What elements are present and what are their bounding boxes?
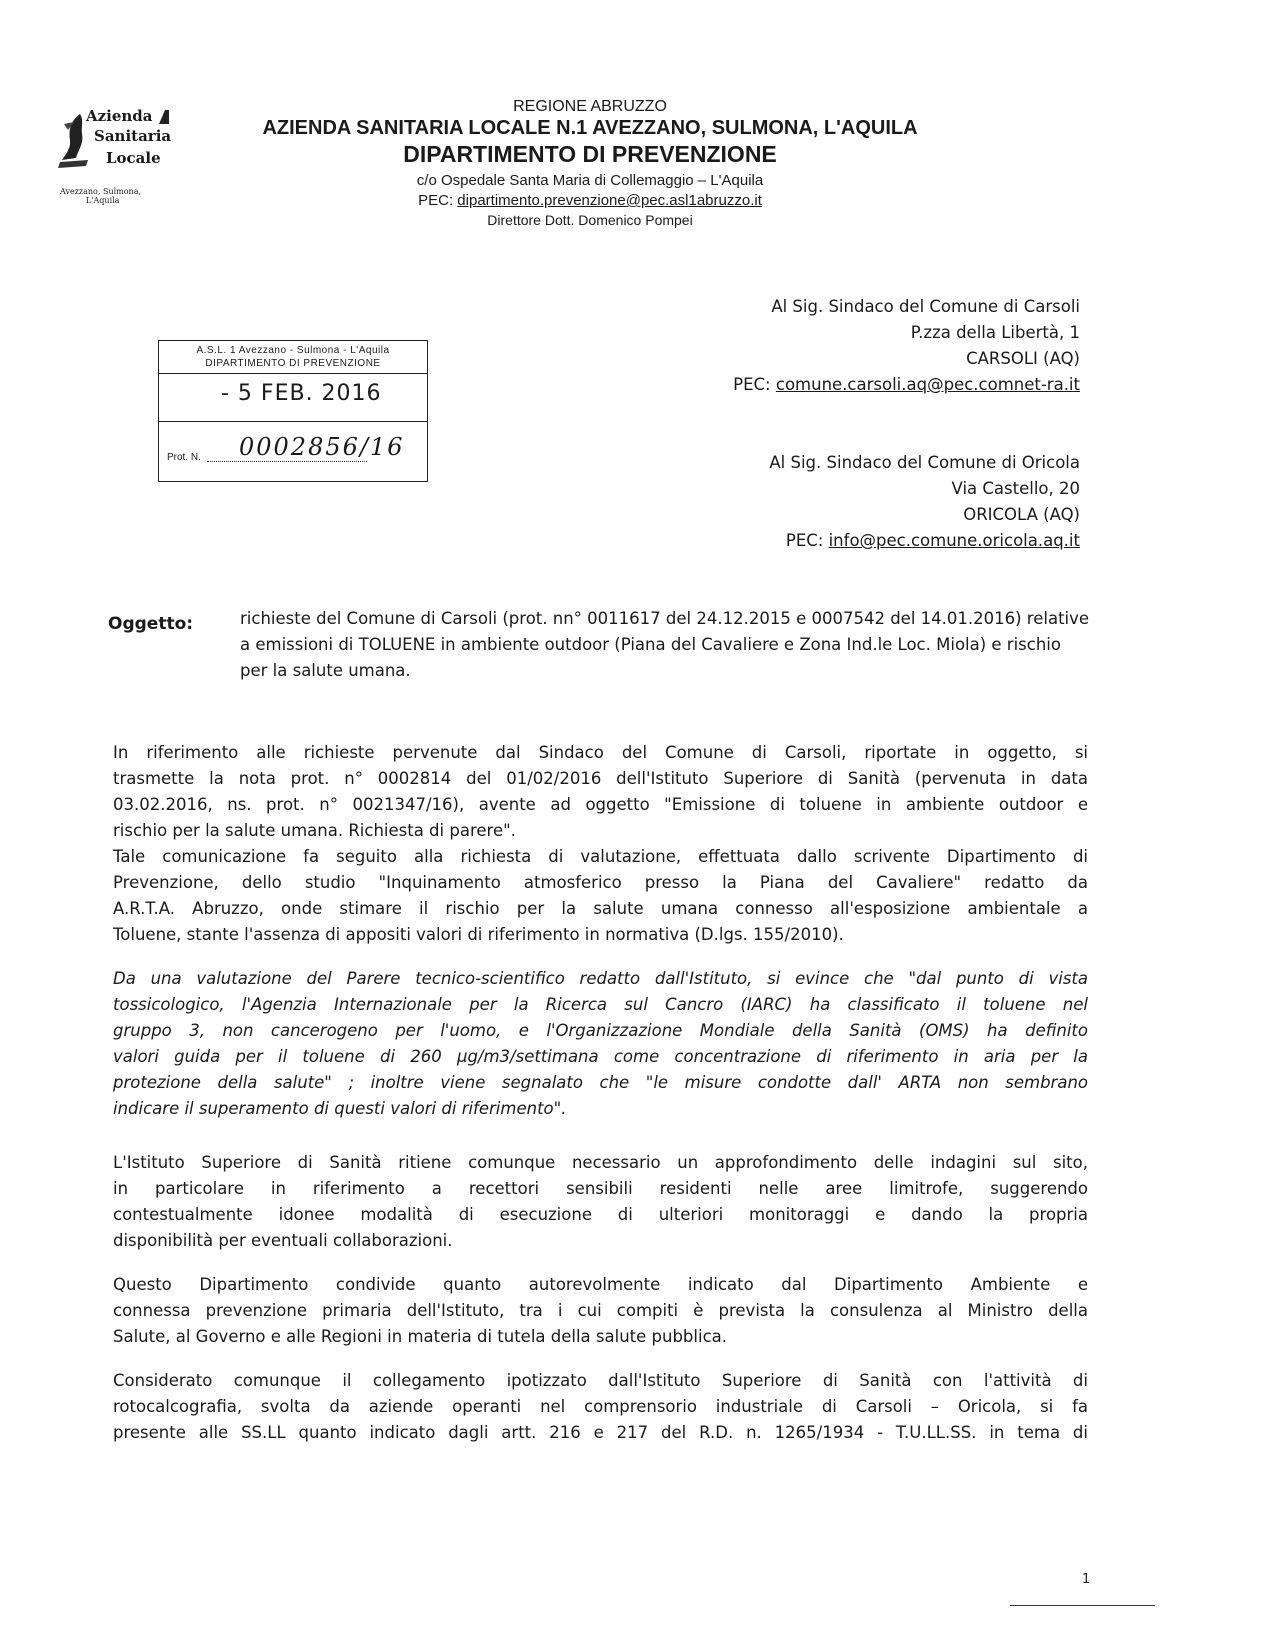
body-line: rotocalcografia, svolta da aziende operanti nel comprensorio industriale di Carsoli – Oricola, si fa: [113, 1397, 1088, 1416]
stamp-date: - 5 FEB. 2016: [221, 381, 382, 406]
header-agency: AZIENDA SANITARIA LOCALE N.1 AVEZZANO, SULMONA, L'AQUILA: [262, 117, 918, 139]
recipient-pec-label: PEC:: [785, 531, 824, 550]
body-line: gruppo 3, non cancerogeno per l'uomo, e l'Organizzazione Mondiale della Sanità (OMS) ha definito: [113, 1021, 1088, 1040]
body-line: In riferimento alle richieste pervenute dal Sindaco del Comune di Carsoli, riportate in oggetto, si: [113, 743, 1088, 762]
page-number: 1: [1082, 1572, 1091, 1587]
logo-line-1: Azienda: [86, 107, 153, 125]
body-line: presente alle SS.LL quanto indicato dagli artt. 216 e 217 del R.D. n. 1265/1934 - T.U.LL.SS. in tema di: [113, 1423, 1088, 1442]
body-line: Prevenzione, dello studio "Inquinamento atmosferico presso la Piana del Cavaliere" redatto da: [113, 873, 1088, 892]
paragraph-3: [113, 1150, 1088, 1254]
paragraph-1: [113, 740, 1088, 948]
body-line: Tale comunicazione fa seguito alla richiesta di valutazione, effettuata dallo scrivente Dipartimento di: [113, 847, 1088, 866]
body-line: valori guida per il toluene di 260 µg/m3/settimana come concentrazione di riferimento in aria per la: [113, 1047, 1088, 1066]
header-address: c/o Ospedale Santa Maria di Collemaggio – L'Aquila: [416, 172, 764, 189]
recipient-line: P.zza della Libertà, 1: [910, 323, 1080, 342]
body-line: disponibilità per eventuali collaborazioni.: [113, 1231, 453, 1250]
recipient-pec-email[interactable]: comune.carsoli.aq@pec.comnet-ra.it: [775, 375, 1080, 394]
body-line: indicare il superamento di questi valori di riferimento".: [113, 1099, 567, 1118]
body-line: in particolare in riferimento a recettori sensibili residenti nelle aree limitrofe, suggerendo: [113, 1179, 1088, 1198]
body-line: contestualmente idonee modalità di esecuzione di ulteriori monitoraggi e dando la propria: [113, 1205, 1088, 1224]
header-pec-email[interactable]: dipartimento.prevenzione@pec.asl1abruzzo.it: [457, 192, 762, 209]
protocol-stamp: [158, 340, 428, 482]
paragraph-2: [113, 966, 1088, 1122]
body-line: connessa prevenzione primaria dell'Istituto, tra i cui compiti è prevista la consulenza al Ministro della: [113, 1301, 1088, 1320]
body-line: protezione della salute" ; inoltre viene segnalato che "le misure condotte dall' ARTA non sembrano: [113, 1073, 1088, 1092]
header-director: Direttore Dott. Domenico Pompei: [487, 212, 693, 228]
stamp-divider: [159, 373, 427, 374]
body-line: Salute, al Governo e alle Regioni in materia di tutela della salute pubblica.: [113, 1327, 727, 1346]
stamp-agency: A.S.L. 1 Avezzano - Sulmona - L'Aquila: [196, 345, 390, 356]
asl-logo: [58, 108, 178, 208]
recipient-pec-email[interactable]: info@pec.comune.oricola.aq.it: [828, 531, 1080, 550]
body-line: Considerato comunque il collegamento ipotizzato dall'Istituto Superiore di Sanità con l'attività di: [113, 1371, 1088, 1390]
body-line: Toluene, stante l'assenza di appositi valori di riferimento in normativa (D.lgs. 155/2010).: [113, 925, 844, 944]
recipient-line: Al Sig. Sindaco del Comune di Oricola: [769, 453, 1080, 472]
recipient-line: Al Sig. Sindaco del Comune di Carsoli: [771, 297, 1080, 316]
stamp-prot-dots: [207, 461, 367, 462]
stamp-department: DIPARTIMENTO DI PREVENZIONE: [205, 358, 381, 369]
body-line: A.R.T.A. Abruzzo, onde stimare il rischio per la salute umana connesso all'esposizione ambientale a: [113, 899, 1088, 918]
header-region: REGIONE ABRUZZO: [513, 98, 667, 115]
recipient-pec: [733, 372, 1080, 398]
recipient-oricola: [769, 450, 1080, 554]
body-line: 03.02.2016, ns. prot. n° 0021347/16), avente ad oggetto "Emissione di toluene in ambiente outdoor e: [113, 795, 1088, 814]
paragraph-5: [113, 1368, 1088, 1446]
body-line: Da una valutazione del Parere tecnico-scientifico redatto dall'Istituto, si evince che "dal punto di vista: [113, 969, 1088, 988]
body-line: tossicologico, l'Agenzia Internazionale per la Ricerca sul Cancro (IARC) ha classificato il toluene nel: [113, 995, 1088, 1014]
recipient-pec: [769, 528, 1080, 554]
subject-label: Oggetto:: [108, 614, 194, 634]
logo-line-3: Locale: [106, 149, 161, 167]
logo-caption-1: Avezzano, Sulmona,: [60, 187, 142, 196]
body-line: rischio per la salute umana. Richiesta di parere".: [113, 821, 516, 840]
logo-caption-2: L'Aquila: [86, 196, 120, 205]
recipient-line: Via Castello, 20: [951, 479, 1080, 498]
recipient-pec-label: PEC:: [733, 375, 771, 394]
body-line: Questo Dipartimento condivide quanto autorevolmente indicato dal Dipartimento Ambiente e: [113, 1275, 1088, 1294]
subject-text: richieste del Comune di Carsoli (prot. nn° 0011617 del 24.12.2015 e 0007542 del 14.01.2016) relative a emissioni di TOLUENE in ambiente outdoor (Piana del Cavaliere e Zona Ind.le Loc. Miola) e rischio per la salute umana.: [240, 609, 1090, 680]
body-line: trasmette la nota prot. n° 0002814 del 01/02/2016 dell'Istituto Superiore di Sanità (pervenuta in data: [113, 769, 1088, 788]
recipient-line: CARSOLI (AQ): [966, 349, 1080, 368]
recipient-carsoli: [733, 294, 1080, 398]
stamp-prot-label: Prot. N.: [167, 452, 201, 463]
logo-line-2: Sanitaria: [94, 127, 172, 145]
stamp-divider: [159, 421, 427, 422]
header-department: DIPARTIMENTO DI PREVENZIONE: [403, 141, 777, 167]
stamp-prot-number: 0002856/16: [239, 433, 405, 461]
recipient-line: ORICOLA (AQ): [963, 505, 1080, 524]
body-line: L'Istituto Superiore di Sanità ritiene comunque necessario un approfondimento delle indagini sul sito,: [113, 1153, 1088, 1172]
logo-mark-icon: [157, 110, 171, 126]
header-pec-label: PEC:: [418, 192, 454, 209]
paragraph-4: [113, 1272, 1088, 1350]
footer-rule: [1010, 1605, 1155, 1606]
header-pec: [200, 192, 980, 209]
